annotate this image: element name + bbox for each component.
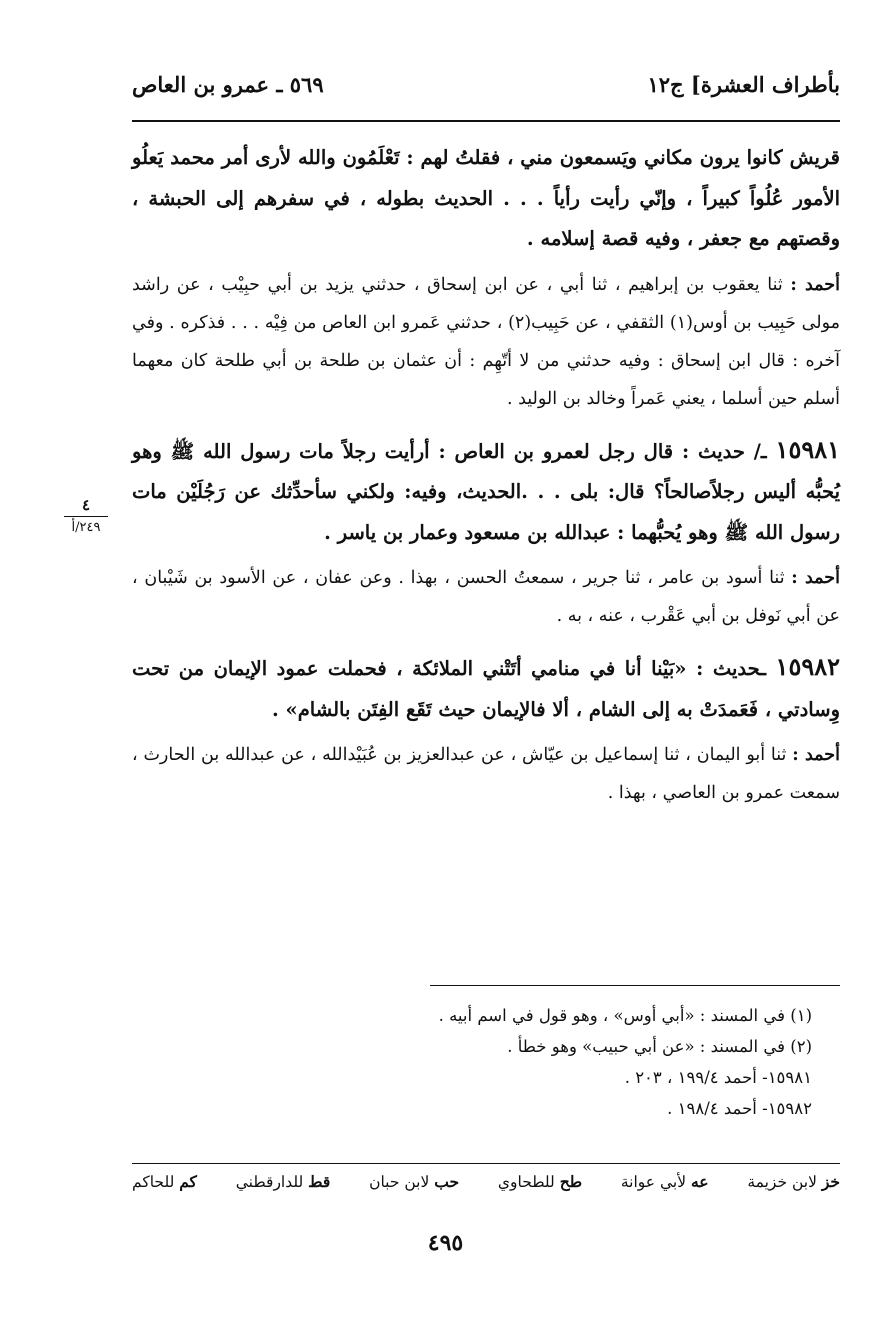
- legend-item: خز لابن خزيمة: [747, 1172, 840, 1191]
- narration-1-label: أحمد :: [790, 274, 840, 295]
- footnote-4: ١٥٩٨٢- أحمد ١٩٨/٤ .: [667, 1099, 812, 1118]
- hadith-15982-number: ١٥٩٨٢: [775, 652, 840, 681]
- main-text: [132, 138, 840, 812]
- paragraph-continuation: قريش كانوا يرون مكاني ويَسمعون مني ، فقلتُ لهم : تَعْلَمُون والله لأرى أمر محمد يَعلُو الأمور عُلُواً كبيراً ، وإنّي رأيت رأياً . . . الحديث بطوله ، في سفرهم إلى الحبشة ، وقصتهم مع جعفر ، وفيه قصة إسلامه .: [132, 146, 840, 250]
- header-book-title: بأطراف العشرة] ج١٢: [647, 72, 840, 97]
- narration-2-text: ثنا أسود بن عامر ، ثنا جرير ، سمعتُ الحسن ، بهذا . وعن عفان ، عن الأسود بن شَيْبان ، عن أبي نَوفل بن أبي عَقْرب ، عنه ، به .: [132, 568, 840, 626]
- narration-1: [132, 266, 840, 418]
- margin-ref-top: ٤: [81, 496, 91, 514]
- footnote-2: (٢) في المسند : «عن أبي حبيب» وهو خطأ .: [507, 1037, 812, 1056]
- legend-item: حب لابن حبان: [369, 1172, 460, 1191]
- running-header: [132, 66, 840, 110]
- legend-item: قط للدارقطني: [235, 1172, 331, 1191]
- header-rule: [132, 120, 840, 122]
- legend-rule: [132, 1163, 840, 1164]
- hadith-15981-text: ـ/ حديث : قال رجل لعمرو بن العاص : أرأيت رجلاً مات رسول الله ﷺ وهو يُحبُّه أليس رجلاًصالحاً؟ قال: بلى . . .الحديث، وفيه: ولكني سأحدِّثك عن رَجُلَيْن مات رسول الله ﷺ وهو يُحبُّهما : عبدالله بن مسعود وعمار بن ياسر .: [132, 439, 840, 544]
- footnotes: [200, 1000, 812, 1124]
- hadith-15981-number: ١٥٩٨١: [775, 434, 840, 464]
- footnote-1: (١) في المسند : «أبي أوس» ، وهو قول في اسم أبيه .: [438, 1006, 812, 1025]
- margin-ref-line: [64, 516, 108, 517]
- narration-3-text: ثنا أبو اليمان ، ثنا إسماعيل بن عيّاش ، عن عبدالعزيز بن عُبَيْدالله ، عن عبدالله بن الحارث ، سمعت عمرو بن العاصي ، بهذا .: [132, 745, 840, 803]
- narration-3: [132, 736, 840, 812]
- margin-reference: [58, 498, 114, 535]
- footnote-rule: [430, 985, 840, 986]
- header-section-title: ٥٦٩ ـ عمرو بن العاص: [132, 72, 324, 97]
- legend-item: طح للطحاوي: [497, 1172, 583, 1191]
- page-number: ٤٩٥: [427, 1230, 464, 1256]
- narration-1-text: ثنا يعقوب بن إبراهيم ، ثنا أبي ، عن ابن إسحاق ، حدثني يزيد بن أبي حبِيْب ، عن راشد مولى حَبِيب بن أوس(١) الثقفي ، عن حَبِيب(٢) ، حدثني عَمرو ابن العاص من فِيْه . . . فذكره . وفي آخره : قال ابن إسحاق : وفيه حدثني من لا أتّهِم : أن عثمان بن طلحة بن أبي طلحة كان معهما أسلم حين أسلما ، يعني عَمراً وخالد بن الوليد .: [132, 274, 840, 409]
- hadith-15982: [132, 647, 840, 730]
- margin-ref-bottom: ٢٤٩/أ: [71, 520, 101, 535]
- hadith-15982-text: ـحديث : «بَيْنا أنا في منامي أتَتْني الملائكة ، فحملت عمود الإيمان من تحت وِسادتي ، فَعَمدَتْ به إلى الشام ، ألا فالإيمان حيث تَقَع الفِتَن بالشام» .: [132, 657, 840, 721]
- abbreviation-legend: [132, 1172, 840, 1191]
- narration-3-label: أحمد :: [792, 745, 840, 765]
- narration-2: [132, 559, 840, 635]
- footnote-3: ١٥٩٨١- أحمد ١٩٩/٤ ، ٢٠٣ .: [624, 1068, 812, 1087]
- hadith-15981: [132, 430, 840, 554]
- legend-item: عه لأبي عوانة: [620, 1172, 709, 1191]
- narration-2-label: أحمد :: [791, 568, 840, 588]
- legend-item: كم للحاكم: [132, 1172, 197, 1191]
